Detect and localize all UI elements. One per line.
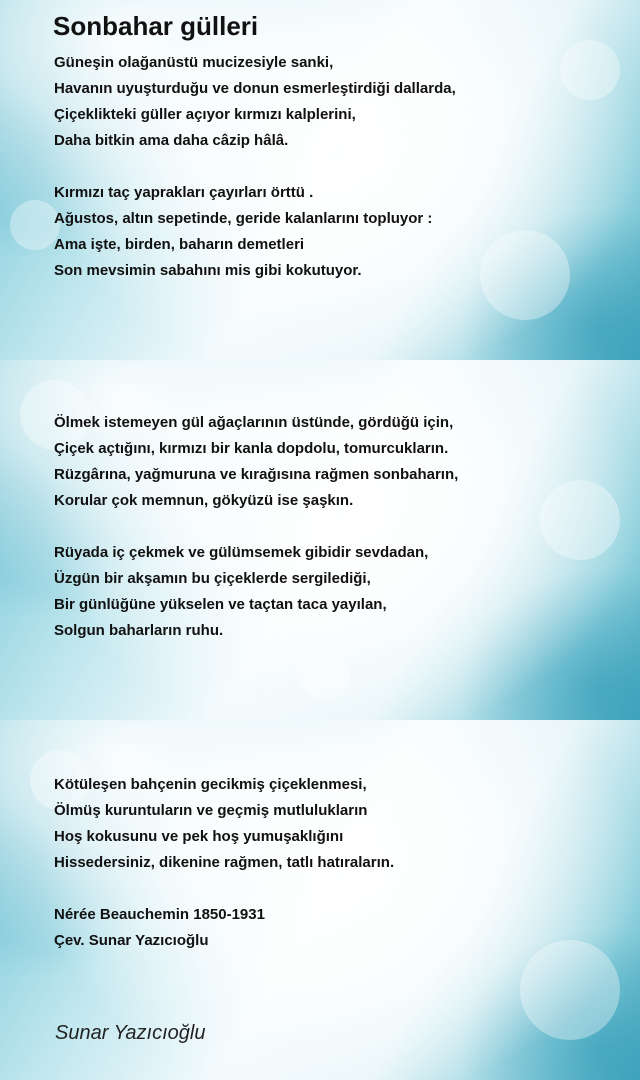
translator-credit: Çev. Sunar Yazıcıoğlu: [54, 932, 209, 949]
poem-line: Daha bitkin ama daha câzip hâlâ.: [54, 132, 289, 149]
background-panel-bottom: [0, 720, 640, 1080]
poem-line: Ölmek istemeyen gül ağaçlarının üstünde, gördüğü için,: [54, 414, 454, 431]
signature: Sunar Yazıcıoğlu: [55, 1022, 206, 1044]
poem-line: Son mevsimin sabahını mis gibi kokutuyor.: [54, 262, 362, 279]
poem-line: Bir günlüğüne yükselen ve taçtan taca yayılan,: [54, 596, 387, 613]
poem-line: Hoş kokusunu ve pek hoş yumuşaklığını: [54, 828, 344, 845]
poem-line: Ama işte, birden, baharın demetleri: [54, 236, 305, 253]
poem-line: Çiçeklikteki güller açıyor kırmızı kalplerini,: [54, 106, 356, 123]
bokeh-light: [300, 650, 350, 700]
poem-line: Hissedersiniz, dikenine rağmen, tatlı hatıraların.: [54, 854, 395, 871]
stanza-3: [54, 410, 458, 514]
poem-title: Sonbahar gülleri: [53, 11, 259, 41]
author-credit: Nérée Beauchemin 1850-1931: [54, 906, 265, 923]
stanza-4: [54, 540, 428, 644]
poem-line: Çiçek açtığını, kırmızı bir kanla dopdolu, tomurcukların.: [54, 440, 449, 457]
bokeh-light: [480, 230, 570, 320]
poem-credits: [54, 902, 265, 954]
poem-line: Ağustos, altın sepetinde, geride kalanlarını topluyor :: [54, 210, 433, 227]
poem-line: Rüyada iç çekmek ve gülümsemek gibidir sevdadan,: [54, 544, 429, 561]
poem-line: Ölmüş kuruntuların ve geçmiş mutlulukların: [54, 802, 368, 819]
background-panel-top: [0, 0, 640, 360]
stanza-2: [54, 180, 432, 284]
poem-line: Korular çok memnun, gökyüzü ise şaşkın.: [54, 492, 354, 509]
bokeh-light: [520, 940, 620, 1040]
poem-line: Rüzgârına, yağmuruna ve kırağısına rağmen sonbaharın,: [54, 466, 459, 483]
bokeh-light: [560, 40, 620, 100]
stanza-5: [54, 772, 394, 876]
bokeh-light: [540, 480, 620, 560]
bokeh-light: [10, 200, 60, 250]
poem-line: Kötüleşen bahçenin gecikmiş çiçeklenmesi,: [54, 776, 367, 793]
poem-line: Kırmızı taç yaprakları çayırları örttü .: [54, 184, 314, 201]
stanza-1: [54, 50, 456, 154]
poem-line: Solgun baharların ruhu.: [54, 622, 224, 639]
poem-line: Havanın uyuşturduğu ve donun esmerleştirdiği dallarda,: [54, 80, 456, 97]
poem-line: Güneşin olağanüstü mucizesiyle sanki,: [54, 54, 334, 71]
poem-line: Üzgün bir akşamın bu çiçeklerde sergilediği,: [54, 570, 371, 587]
background-panel-middle: [0, 360, 640, 720]
